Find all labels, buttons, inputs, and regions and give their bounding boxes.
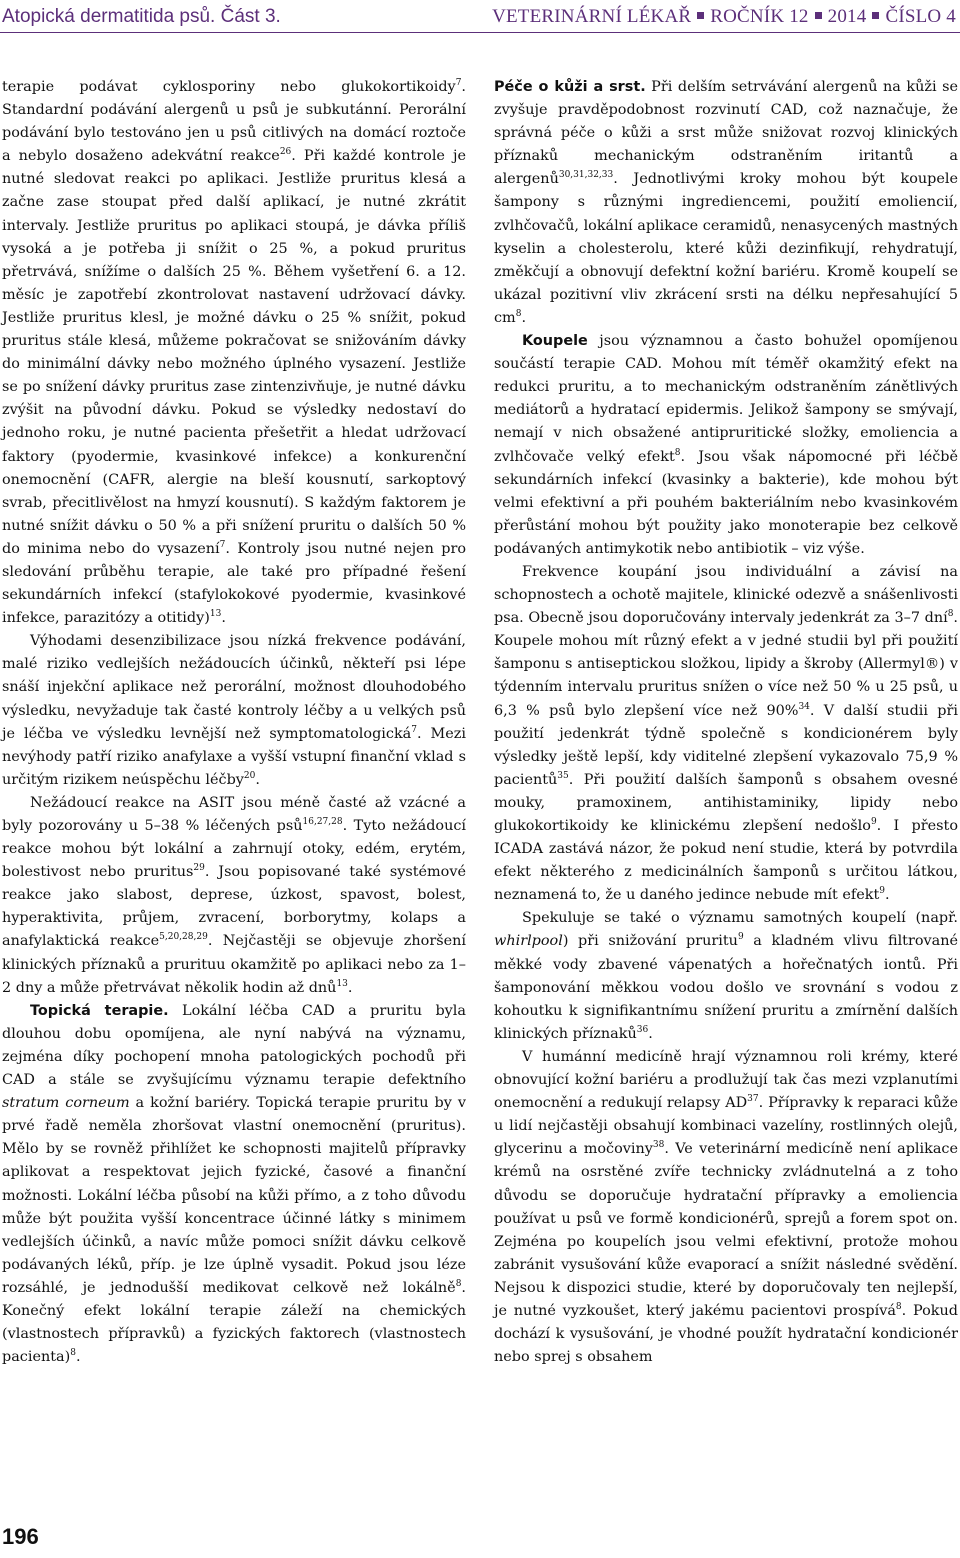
paragraph: Koupele jsou významnou a často bohužel opomíjenou součástí terapie CAD. Mohou mít téměř okamžitý efekt na redukci pruritu, a to mechanickým odstraněním zánětlivých mediátorů a hydratací epidermis. Jelikož šampony se smývají, nemají v nich obsažené antipruritické složky, emoliencia a zvlhčovače velký efekt$^8$. Jsou však nápomocné při léčbě sekundárních infekcí (kvasinky a bakterie), kde mohou být velmi efektivní a při pouhém bakteriálním nebo kvasinkovém přerůstání mohou být použity jako monoterapie bez celkově podávaných antimykotik nebo antibiotik – viz výše. [494, 333, 959, 557]
citation: 5,20,28,29 [159, 932, 208, 943]
citation: 37 [747, 1094, 759, 1105]
section-heading: Péče o kůži a srst. [494, 79, 646, 95]
separator-square-icon [815, 12, 822, 19]
citation: 38 [652, 1140, 665, 1151]
section-heading: Koupele [522, 333, 588, 350]
citation: 20 [243, 771, 256, 782]
citation: 36 [636, 1025, 649, 1036]
citation: 9 [737, 932, 744, 943]
paragraph: V humánní medicíně hrají významnou roli krémy, které obnovující kožní bariéru a prodlužují tak čas mezi vzplanutími onemocnění a redukují relapsy AD$^{37}$. Přípravky k reparaci kůže u lidí nejčastěji obsahují kombinaci vazelíny, rostlinných olejů, glycerinu a močoviny$^{38}$. Ve veterinární medicíně není aplikace krémů na osrstěné zvíře technicky zvládnutelná a z toho důvodu se doporučuje hydratační přípravky a emoliencia používat u psů ve formě kondicionérů, sprejů a forem spot on. Zejména po koupelích jsou velmi efektivní, protože mohou zabránit vysušování kůže evaporací a snížit následné svědění. Nejsou k dispozici studie, které by doporučovaly ten nejlepší, je nutné vyzkoušet, který jakému pacientovi prospívá$^8$. Pokud dochází k vysušování, je vhodné použít hydratační kondicionér nebo sprej s obsahem [494, 1048, 958, 1366]
citation: 7 [455, 78, 462, 89]
citation: 35 [557, 771, 569, 782]
journal-volume: ROČNÍK 12 [710, 6, 809, 27]
paragraph: Frekvence koupání jsou individuální a závisí na schopnostech a ochotě majitele, klinické odezvě a snášenlivosti psa. Obecně jsou doporučovány intervaly jedenkrát za 3–7 dní$^8$. Koupele mohou mít různý efekt a v jedné studii byl při použití šamponu s antiseptickou složkou, lipidy a škroby (Allermyl®) v týdenním intervalu pruritus snížen o více než 50 % u 25 psů, u 6,3 % psů bylo zlepšení více než 90%$^{34}$. V další studii při použití jedenkrát týdně společně s kondicionérem byly výsledky ještě lepší, kdy viditelné zlepšení vykazovalo 75,9 % pacientů$^{35}$. Při použití dalších šamponů s obsahem ovesné mouky, pramoxinem, antihistaminiky, lipidy nebo glukokortikoidy ke klinickému zlepšení nedošlo$^9$. I přesto ICADA zastává názor, že pokud není studie, která by potvrdila efekt některého z medicinálních šamponů s určitou látkou, neznamená to, že u daného jedince nebude mít efekt$^9$. [494, 563, 958, 904]
citation: 7 [411, 724, 417, 735]
paragraph: Topická terapie. Lokální léčba CAD a pruritu byla dlouhou dobu opomíjena, ale nyní nabývá na významu, zejména díky pochopení mnoha patologických pochodů při CAD a stále se zvyšujícímu významu terapie defektního stratum corneum a kožní bariéry. Topická terapie pruritu by v prvé řadě neměla zhoršovat vlastní onemocnění (pruritus). Mělo by se rovněž přihlížet ke schopnosti majitelů přípravky aplikovat a respektovat jejich fyzické, časové a finanční možnosti. Lokální léčba působí na kůži přímo, a z toho důvodu může být použita vyšší koncentrace účinné látky s minimem vedlejších účinků, a navíc může pomoci snížit dávku celkově podávaných léků, příp. je lze úplně vysadit. Pokud jsou léze rozsáhlé, je jednodušší medikovat celkově než lokálně$^8$. Konečný efekt lokální terapie záleží na chemických (vlastnostech přípravků) a fyzických faktorech (vlastnostech pacienta)$^8$. [2, 1002, 466, 1366]
section-heading: Topická terapie. [30, 1002, 169, 1019]
citation: 16,27,28 [302, 817, 343, 828]
page-number: 196 [2, 1524, 39, 1549]
citation: 29 [193, 863, 205, 874]
citation: 8 [70, 1348, 76, 1359]
paragraph: terapie podávat cyklosporiny nebo glukokortikoidy$^7$. Standardní podávání alergenů u psů je subkutánní. Perorální podávání bylo testováno jen u psů citlivých na domácí roztoče a nebylo dosaženo adekvátní reakce$^{26}$. Při každé kontrole je nutné sledovat reakci po aplikaci. Jestliže pruritus klesá a začne zase stoupat před další aplikací, je nutné zkrátit intervaly. Jestliže pruritus po aplikaci stoupá, je dávka příliš vysoká a je potřeba ji snížit o 25 %, a pokud pruritus přetrvává, snížíme o dalších 25 %. Během vyšetření 6. a 12. měsíc je zapotřebí zkontrolovat nastavení udržovací dávky. Jestliže pruritus klesl, je možné dávku o 25 % snížit, pokud pruritus stále klesá, můžeme pokračovat se snižováním dávky do minimální dávky nebo možného úplného vysazení. Jestliže se po snížení dávky pruritus zase zintenzivňuje, je nutné dávku zvýšit na původní dávku. Pokud se výsledky nedostaví do jednoho roku, je nutné pacienta přešetřit a hledat udržovací faktory (pyodermie, kvasinkové infekce) a konkurenční onemocnění (CAFR, alergie na bleší kousnutí, sarkoptový svrab, přecitlivělost na hmyzí kousnutí). S každým faktorem je nutné snížit dávku o 50 % a při snížení pruritu o dalších 50 % do minima nebo do vysazení$^7$. Kontroly jsou nutné nejen pro sledování průběhu terapie, ale také pro případné řešení sekundárních infekcí (stafylokokové pyodermie, kvasinkové infekce, parazitózy a otitidy)$^{13}$. [2, 78, 466, 627]
article-title: Atopická dermatitida psů. Část 3. [2, 6, 281, 27]
separator-square-icon [872, 12, 879, 19]
citation: 8 [674, 447, 681, 458]
journal-name: VETERINÁRNÍ LÉKAŘ [492, 6, 692, 27]
paragraph: Nežádoucí reakce na ASIT jsou méně časté až vzácné a byly pozorovány u 5–38 % léčených psů$^{16,27,28}$. Tyto nežádoucí reakce mohou být lokální a zahrnují otoky, edém, erytém, bolestivost nebo pruritus$^{29}$. Jsou popisované také systémové reakce jako slabost, deprese, úzkost, spavost, bolest, hyperaktivita, průjem, zvracení, borborytmy, kolaps a anafylaktická reakce$^{5,20,28,29}$. Nejčastěji se objevuje zhoršení klinických příznaků a prurituu okamžitě po aplikaci nebo za 1–2 dny a může přetrvávat několik hodin až dnů$^{13}$. [2, 794, 466, 996]
citation: 34 [798, 701, 810, 712]
citation: 9 [879, 886, 885, 897]
text-column-right [494, 76, 958, 1369]
citation: 13 [209, 609, 222, 620]
paragraph: Péče o kůži a srst. Při delším setrvávání alergenů na kůži se zvyšuje pravděpodobnost rozvinutí CAD, což naznačuje, že správná péče o kůži a srst může snižovat rozvoj klinických příznaků mechanickým odstraněním iritantů a alergenů$^{30,31,32,33}$. Jednotlivými kroky mohou být koupele šampony s různými ingrediencemi, použití emoliencií, zvlhčovačů, lokální aplikace ceramidů, nenasycených mastných kyselin a cholesterolu, které kůži dezinfikují, rehydratují, změkčují a obnovují defektní kožní bariéru. Kromě koupelí se ukázal pozitivní vliv zkrácení srsti na délku nepřesahující 5 $cm^8$. [494, 79, 958, 326]
running-header [0, 6, 960, 33]
citation: 13 [336, 978, 348, 989]
separator-square-icon [697, 12, 704, 19]
citation: 7 [219, 540, 226, 551]
journal-year: 2014 [827, 6, 867, 27]
citation: 8 [947, 609, 954, 620]
citation: 26 [279, 147, 292, 158]
paragraph: Výhodami desenzibilizace jsou nízká frekvence podávání, malé riziko vedlejších nežádoucích účinků, někteří psi lépe snáší injekční aplikace než perorální, možnost dlouhodobého výsledku, nevyžaduje tak časté kontroly léčby a u velkých psů je léčba ve výsledku levnější než symptomatologická$^7$. Mezi nevýhody patří riziko anafylaxe a vyšší vstupní finanční vklad s určitým rizikem neúspěchu léčby$^{20}$. [2, 633, 466, 788]
text-column-left [2, 76, 466, 1369]
citation: 8 [515, 309, 522, 320]
citation: 8 [895, 1302, 902, 1313]
paragraph: Spekuluje se také o významu samotných koupelí (např. whirlpool) při snižování pruritu$^9$ a kladném vlivu filtrované měkké vody zbavené vápenatých a hořečnatých iontů. Při šamponování měkkou vodou došlo ve srovnání s vodou z kohoutku k signifikantnímu snížení pruritu a zmírnění dalších klinických příznaků$^{36}$. [494, 910, 958, 1042]
journal-info [492, 6, 956, 28]
citation: 9 [870, 817, 877, 828]
citation: 8 [455, 1279, 462, 1290]
citation: 30,31,32,33 [558, 170, 614, 181]
journal-issue: ČÍSLO 4 [885, 6, 956, 27]
